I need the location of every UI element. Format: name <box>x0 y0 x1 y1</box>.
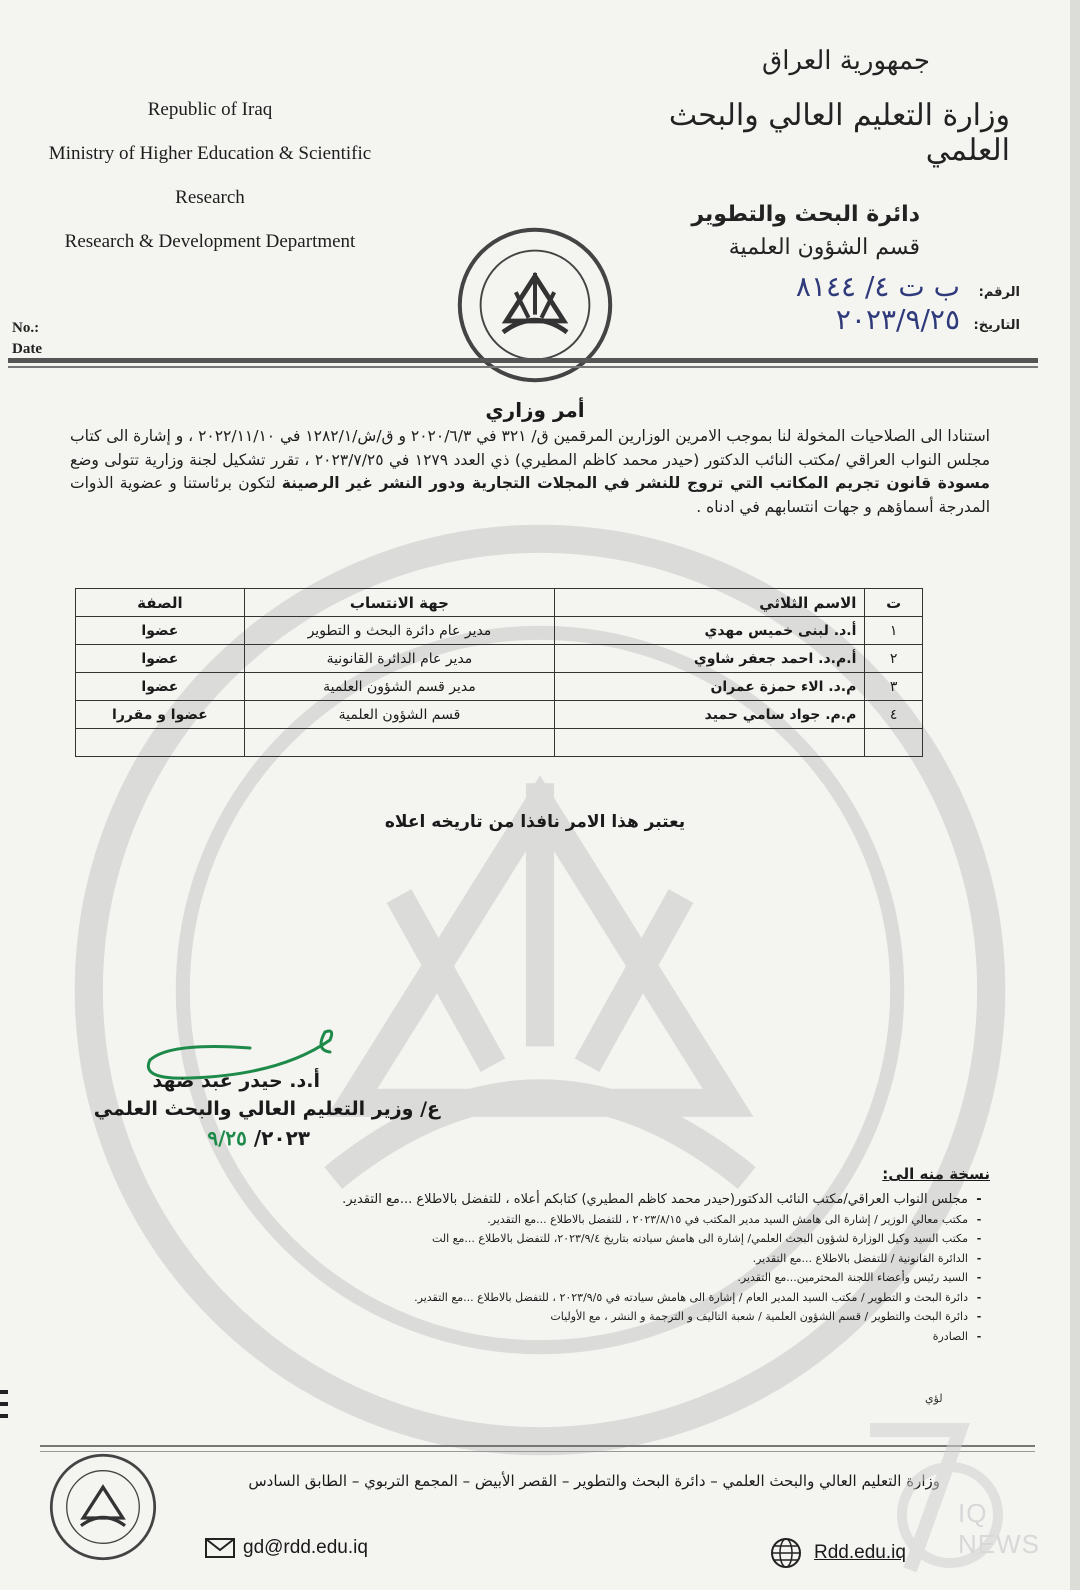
iq-news-watermark-text: IQ NEWS <box>958 1498 1040 1559</box>
list-item: - الصادرة <box>200 1327 990 1347</box>
table-row <box>76 673 923 701</box>
ref-date-value: ٢٠٢٣/٩/٢٥ <box>835 303 960 336</box>
cell-number: ٢ <box>865 645 923 673</box>
committee-table <box>75 588 923 757</box>
cell-name <box>555 729 865 757</box>
order-body <box>70 425 990 519</box>
footer-email[interactable] <box>205 1537 368 1559</box>
margin-mark <box>0 1390 8 1394</box>
ref-date-label: التاريخ: <box>973 318 1020 333</box>
cell-role <box>76 729 245 757</box>
cell-affiliation: مدير عام دائرة البحث و التطوير <box>244 617 554 645</box>
email-text[interactable]: gd@rdd.edu.iq <box>243 1537 368 1558</box>
order-body-text: استنادا الى الصلاحيات المخولة لنا بموجب الامرين الوزارين المرقمين ق/ ٣٢١ في ٢٠٢٠/٦/٣ و ق/ش/١٢٨٢/١ في ٢٠٢٢/١١/١٠ ، و إشارة الى كتاب مجلس النواب العراقي /مكتب النائب الدكتور (حيدر محمد كاظم المطيري) ذي العدد ١٢٧٩ في ٢٠٢٣/٧/٢٥ ، تقرر تشكيل لجنة وزارية تتولى وضع <box>70 427 990 469</box>
col-header-name: الاسم الثلاثي <box>555 589 865 617</box>
cell-role: عضوا <box>76 645 245 673</box>
signature-date <box>80 1126 440 1150</box>
copy-to-list <box>200 1190 990 1346</box>
header-english <box>20 88 400 264</box>
header-en-line: Republic of Iraq <box>147 99 273 120</box>
table-row <box>76 617 923 645</box>
order-body-end: لتكون برئاستنا و عضوية الذوات المدرجة أسماؤهم و جهات انتسابهم في ادناه . <box>70 474 990 516</box>
effective-statement: يعتبر هذا الامر نافذا من تاريخه اعلاه <box>384 812 686 832</box>
footer-address: وزارة التعليم العالي والبحث العلمي – دائرة البحث والتطوير – القصر الأبيض – المجمع التربوي – الطابق السادس <box>248 1472 940 1490</box>
cell-name: م.م. جواد سامي حميد <box>555 701 865 729</box>
signature-handwritten-date: ٩/٢٥ <box>207 1126 247 1150</box>
signer-title: ع/ وزير التعليم العالي والبحث العلمي <box>93 1098 440 1120</box>
order-body-bold: مسودة قانون تجريم المكاتب التي تروج للنشر في المجلات التجارية ودور النشر غير الرصينة <box>281 474 990 492</box>
cell-affiliation: مدير عام الدائرة القانونية <box>244 645 554 673</box>
cell-number: ٤ <box>865 701 923 729</box>
col-header-affiliation: جهة الانتساب <box>244 589 554 617</box>
cell-role: عضوا <box>76 673 245 701</box>
website-text[interactable]: Rdd.edu.iq <box>814 1542 906 1564</box>
header-divider <box>8 358 1038 363</box>
background-edge <box>1070 0 1080 1590</box>
ministry-arabic: وزارة التعليم العالي والبحث العلمي <box>668 98 1010 168</box>
cell-role: عضوا <box>76 617 245 645</box>
list-item: - مكتب السيد وكيل الوزارة لشؤون البحث العلمي/ إشارة الى هامش سيادته بتاريخ ٢٠٢٣/٩/٤، للتفضل بالاطلاع ...مع الت <box>200 1229 990 1249</box>
signature-block <box>80 1070 440 1150</box>
header-en-line: Research & Development Department <box>64 231 356 252</box>
cell-affiliation <box>244 729 554 757</box>
signature-year: ٢٠٢٣/ <box>246 1126 310 1150</box>
department-arabic: دائرة البحث والتطوير <box>691 202 920 227</box>
cell-role: عضوا و مقررا <box>76 701 245 729</box>
col-header-number: ت <box>865 589 923 617</box>
list-item: - السيد رئيس وأعضاء اللجنة المحترمين...مع التقدير. <box>200 1268 990 1288</box>
table-row <box>76 701 923 729</box>
list-item: - مجلس النواب العراقي/مكتب النائب الدكتور(حيدر محمد كاظم المطيري) كتابكم أعلاه ، للتفضل بالاطلاع ...مع التقدير. <box>200 1190 990 1210</box>
cell-name: أ.م.د. احمد جعفر شاوي <box>555 645 865 673</box>
table-row <box>76 645 923 673</box>
typist-initials: لؤي <box>925 1392 943 1405</box>
cell-name: أ.د. لبنى خميس مهدي <box>555 617 865 645</box>
cell-affiliation: مدير قسم الشؤون العلمية <box>244 673 554 701</box>
ref-number-value: ب ت ٤/ ٨١٤٤ <box>795 270 960 303</box>
cell-number: ١ <box>865 617 923 645</box>
table-row <box>76 729 923 757</box>
cell-name: م.د. الاء حمزة عمران <box>555 673 865 701</box>
table-header-row <box>76 589 923 617</box>
republic-arabic: جمهورية العراق <box>762 46 930 76</box>
list-item: - دائرة البحث و التطوير / مكتب السيد المدير العام / إشارة الى هامش سيادته في ٢٠٢٣/٩/٥ ، للتفضل بالاطلاع ...مع التقدير. <box>200 1288 990 1308</box>
cell-number <box>865 729 923 757</box>
header-divider-thin <box>8 366 1038 368</box>
section-arabic: قسم الشؤون العلمية <box>728 235 920 260</box>
no-label: No.: <box>12 320 40 336</box>
list-item: - مكتب معالي الوزير / إشارة الى هامش السيد مدير المكتب في ٢٠٢٣/٨/١٥ ، للتفضل بالاطلاع ...مع التقدير. <box>200 1210 990 1230</box>
ref-number-label: الرقم: <box>978 285 1020 300</box>
margin-mark <box>0 1402 8 1406</box>
globe-icon <box>770 1537 802 1569</box>
cell-affiliation: قسم الشؤون العلمية <box>244 701 554 729</box>
date-label: Date <box>12 341 42 357</box>
envelope-icon <box>205 1538 235 1558</box>
cell-number: ٣ <box>865 673 923 701</box>
copy-to-title: نسخة منه الى: <box>882 1165 990 1183</box>
list-item: - الدائرة القانونية / للتفضل بالاطلاع ...مع التقدير. <box>200 1249 990 1269</box>
col-header-role: الصفة <box>76 589 245 617</box>
header-arabic <box>630 40 1010 260</box>
header-en-line: Ministry of Higher Education & Scientific <box>48 143 372 164</box>
signer-name: أ.د. حيدر عبد ضهد <box>152 1070 320 1092</box>
margin-mark <box>0 1414 8 1418</box>
footer-seal-icon <box>48 1452 158 1562</box>
list-item: - دائرة البحث والتطوير / قسم الشؤون العلمية / شعبة التاليف و الترجمة و النشر ، مع الأوليات <box>200 1307 990 1327</box>
reference-block <box>700 270 1020 336</box>
header-en-line: Research <box>175 187 245 208</box>
no-date-labels <box>12 318 42 360</box>
order-title: أمر وزاري <box>485 398 585 422</box>
